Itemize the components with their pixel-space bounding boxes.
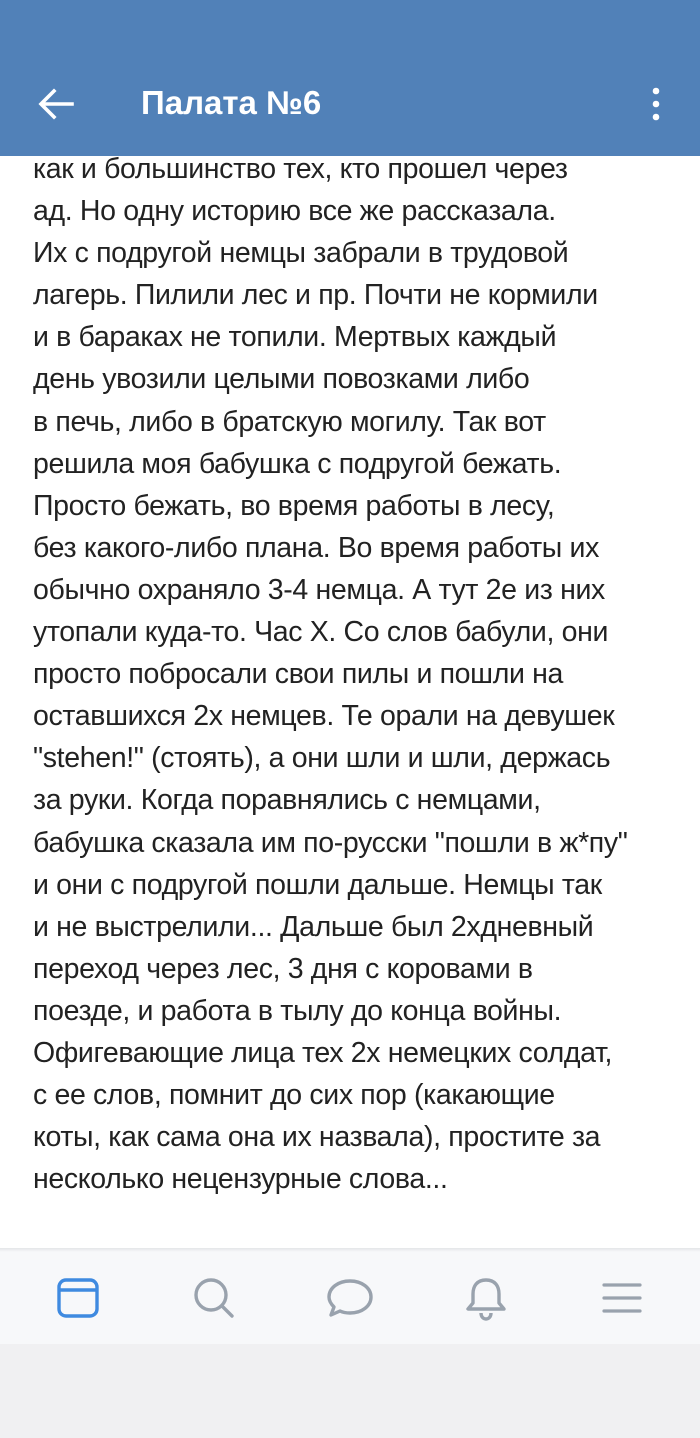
tab-messages[interactable] [315,1263,385,1333]
post-line: коты, как сама она их назвала), простите за [33,1121,601,1154]
post-line: как и большинство тех, кто прошел через [33,156,568,185]
page-title: Палата №6 [141,84,322,121]
post-line: день увозили целыми повозками либо [33,363,530,396]
post-line: и в бараках не топили. Мертвых каждый [33,321,557,354]
post-line: ад. Но одну историю все же рассказала. [33,195,556,228]
system-nav-area [0,1344,700,1438]
post-line: решила моя бабушка с подругой бежать. [33,447,562,480]
post-line: лагерь. Пилили лес и пр. Почти не кормили [33,279,598,312]
tab-menu[interactable] [587,1263,657,1333]
post-line: без какого-либо плана. Во время работы их [33,531,599,564]
post-line: в печь, либо в братскую могилу. Так вот [33,405,546,438]
post-line: оставшихся 2х немцев. Те орали на девушек [33,700,615,733]
post-text [33,156,683,1200]
post-line: бабушка сказала им по-русски "пошли в ж*пу" [33,826,628,859]
post-line: Офигевающие лица тех 2х немецких солдат, [33,1036,613,1069]
post-line: поезде, и работа в тылу до конца войны. [33,994,562,1027]
post-line: и не выстрелили... Дальше был 2хдневный [33,910,594,943]
tab-notifications[interactable] [451,1263,521,1333]
notifications-bell-icon [464,1275,508,1321]
post-content [0,156,700,1248]
more-options-button[interactable] [640,80,672,128]
post-line: с ее слов, помнит до сих пор (какающие [33,1079,555,1112]
arrow-left-icon [38,88,74,120]
post-line: переход через лес, 3 дня с коровами в [33,952,533,985]
tab-news[interactable] [43,1263,113,1333]
post-line: Просто бежать, во время работы в лесу, [33,489,555,522]
post-line: несколько нецензурные слова... [33,1163,448,1196]
post-line: Их с подругой немцы забрали в трудовой [33,237,569,270]
post-line: обычно охраняло 3-4 немца. А тут 2е из них [33,573,605,606]
bottom-tab-bar [0,1252,700,1344]
post-line: просто побросали свои пилы и пошли на [33,658,563,691]
news-feed-icon [56,1276,100,1320]
tab-search[interactable] [179,1263,249,1333]
messages-icon [326,1276,374,1320]
app-header [0,0,700,156]
more-vertical-icon [651,87,661,121]
post-line: "stehen!" (стоять), а они шли и шли, держась [33,742,611,775]
back-button[interactable] [32,80,80,128]
post-line: за руки. Когда поравнялись с немцами, [33,784,541,817]
post-line: и они с подругой пошли дальше. Немцы так [33,868,602,901]
menu-hamburger-icon [602,1281,642,1315]
search-icon [192,1276,236,1320]
post-line: утопали куда-то. Час Х. Со слов бабули, они [33,616,609,649]
